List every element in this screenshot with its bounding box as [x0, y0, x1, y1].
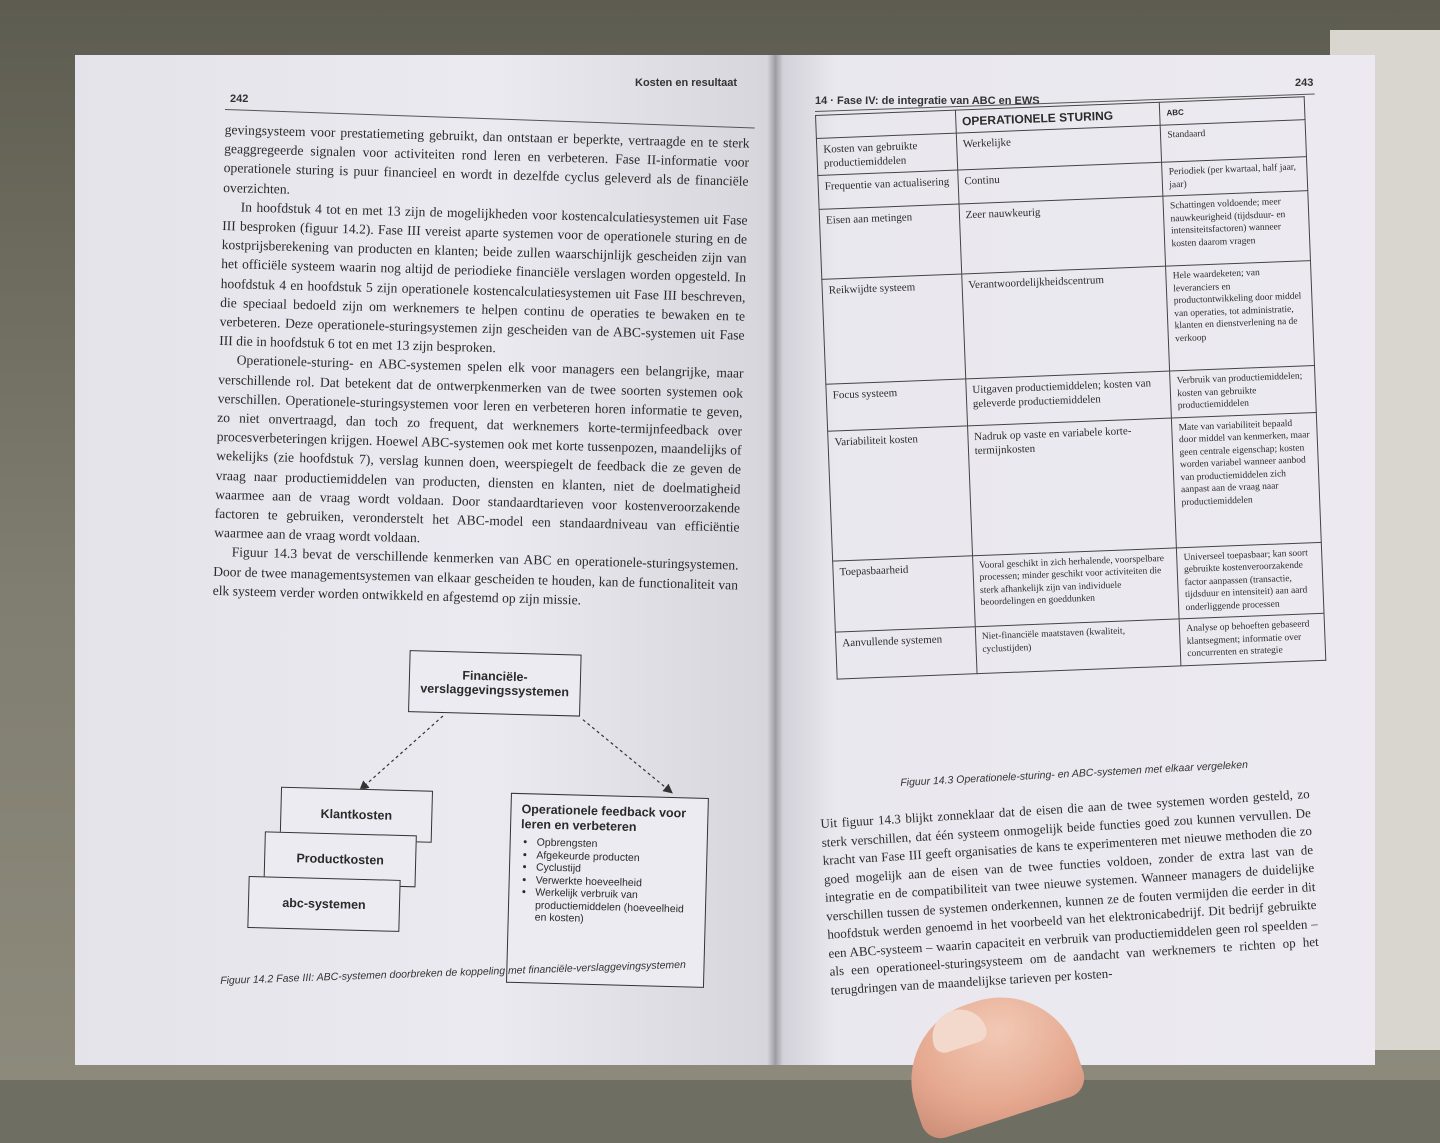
table-header-cell: OPERATIONELE STURING — [955, 102, 1160, 133]
table-cell: Niet-financiële maatstaven (kwaliteit, cyclustijden) — [975, 619, 1181, 673]
table-cell: Verantwoordelijkheidscentrum — [961, 266, 1170, 379]
table-cell: Frequentie van actualisering — [818, 170, 959, 209]
financial-reporting-box: Financiële-verslaggevingssystemen — [408, 650, 582, 716]
table-cell: Verbruik van productiemiddelen; kosten van gebruikte productiemiddelen — [1170, 366, 1316, 418]
list-item: • Werkelijk verbruik van productiemiddelen (hoeveelheid en kosten) — [535, 886, 696, 928]
list-item: • Afgekeurde producten — [536, 849, 696, 866]
table-cell: Periodiek (per kwartaal, half jaar, jaar) — [1162, 157, 1308, 197]
table-row — [828, 412, 1322, 561]
right-page — [775, 55, 1375, 1065]
left-page — [75, 55, 775, 1065]
table-cell: Vooral geschikt in zich herhalende, voorspelbare processen; minder geschikt voor activiteiten die sterk afhankelijk zijn van individuele beoordelingen en goeddunken — [972, 547, 1179, 626]
table-cell: Toepasbaarheid — [833, 555, 975, 632]
table-cell: Uitgaven productiemiddelen; kosten van geleverde productiemiddelen — [965, 371, 1171, 425]
table-cell: Nadruk op vaste en variabele korte-termijnkosten — [967, 418, 1176, 556]
table-cell: Analyse op behoeften gebaseerd klantsegment; informatie over concurrenten en strategie — [1179, 613, 1325, 665]
page-number: 243 — [1295, 77, 1314, 89]
feedback-title: Operationele feedback voor leren en verbeteren — [520, 802, 687, 835]
list-item: • Cyclustijd — [536, 861, 696, 878]
paragraph: In hoofdstuk 4 tot en met 13 zijn de mogelijkheden voor kostencalculatiesystemen uit Fase III besproken (figuur 14.2). Fase III vereist aparte systemen voor de operationele sturing en de kostprijsberekening van producten en klanten; beide zullen waarschijnlijk gescheiden zijn van het officiële systeem waarin nog altijd de periodieke financiële verslagen worden opgesteld. In hoofdstuk 4 en hoofdstuk 5 zijn operationele kostencalculatiesystemen uit Fase III beschreven, die speciaal bedoeld zijn om werknemers te helpen continu de operaties te bewaken en te verbeteren. Deze operationele-sturingsystemen zijn gescheiden van de ABC-systemen uit Fase III die in hoofdstuk 6 tot en met 13 zijn besproken. — [219, 199, 748, 356]
table-cell: Werkelijke — [956, 125, 1162, 170]
right-body-text — [820, 785, 1320, 1000]
stack-box-productkosten: Productkosten — [264, 831, 417, 887]
open-book — [75, 55, 1375, 1065]
book-gutter — [767, 55, 783, 1065]
table-cell: Aanvullende systemen — [835, 627, 976, 679]
comparison-table — [815, 96, 1326, 679]
table-cell: Continu — [957, 162, 1163, 204]
paragraph: Operationele-sturing- en ABC-systemen spelen elk voor managers een belangrijke, maar verschillende rol. Dat betekent dat de ontwerpkenmerken van de twee soorten systemen ook verschillen. Operationele-sturingsystemen voor leren en verbeteren horen informatie te geven, zo niet onvertraagd, dan toch zo frequent, dat werknemers korte-termijnfeedback over procesverbeteringen krijgen. Hoewel ABC-systemen ook met korte tussenpozen, maandelijks of wekelijks (zie hoofdstuk 7), verslag kunnen doen, weerspiegelt de feedback die ze geven de vraag naar productiemiddelen van producten, diensten en klanten, niet de doelmatigheid waarmee aan de vraag wordt voldaan. Door standaardtarieven voor kostenveroorzakende factoren te gebruiken, veronderstelt het ABC-model een standaardniveau van efficiëntie waarmee aan de vraag wordt voldaan. — [213, 352, 744, 546]
table-cell: Schattingen voldoende; meer nauwkeurigheid (tijdsduur- en intensiteitsfactoren) wanneer kosten daarom vragen — [1163, 191, 1310, 267]
left-body-text — [212, 120, 749, 614]
paragraph: Uit figuur 14.3 blijkt zonneklaar dat de eisen die aan de twee systemen worden gesteld, zo sterk verschillen, dat één systeem onmogelijk beide functies goed zou kunnen vervullen. De kracht van Fase III geeft organisaties de kans te experimenteren met nieuwe methoden die zo goed mogelijk aan de eisen van de twee functies voldoen, zonder de extra last van de integratie en de compatibiliteit van twee nieuwe systemen. Wanneer managers de duidelijke verschillen tussen de systemen onderkennen, kunnen ze de fouten vermijden die eerder in dit hoofdstuk werden genoemd in het voorbeeld van het elektronicabedrijf. Dit bedrijf gebruikte een ABC-systeem – waarin capaciteit en verbruik van productiemiddelen geen rol speelden – als een operationeel-sturingsysteem om de aandacht van werknemers te richten op het terugdringen van de maandelijkse tarieven per kosten- — [820, 786, 1320, 998]
page-number: 242 — [230, 93, 249, 105]
table-cell: Reikwijdte systeem — [822, 274, 966, 384]
figure-14-2 — [206, 635, 775, 1010]
list-item: • Verwerkte hoeveelheid — [536, 874, 696, 891]
running-head: 14 · Fase IV: de integratie van ABC en EWS — [815, 95, 1040, 107]
stack-box-klantkosten: Klantkosten — [280, 787, 433, 843]
table-cell: Universeel toepasbaar; kan soort gebruikte kostenveroorzakende factor aanpassen (transactie, tijdsduur en intensiteit) aan aard onderliggende processen — [1177, 542, 1324, 619]
figure-caption: Figuur 14.2 Fase III: ABC-systemen doorbreken de koppeling met financiële-verslaggevingsystemen — [220, 958, 687, 987]
table-cell: Focus systeem — [826, 379, 967, 431]
table-row — [822, 261, 1315, 385]
table-cell: Standaard — [1160, 120, 1306, 163]
table-caption: Figuur 14.3 Operationele-sturing- en ABC-systemen met elkaar vergeleken — [900, 758, 1249, 789]
running-head: Kosten en resultaat — [635, 77, 738, 89]
table-cell: Hele waardeketen; van leveranciers en productontwikkeling door middel van operaties, tot administratie, klanten en dienstverlening na de verkoop — [1166, 261, 1315, 371]
feedback-list — [519, 836, 697, 928]
table-cell: Eisen aan metingen — [819, 204, 961, 279]
table-cell: Zeer nauwkeurig — [959, 196, 1166, 274]
stack-box-abc: abc-systemen — [247, 876, 400, 932]
paragraph: Figuur 14.3 bevat de verschillende kenmerken van ABC en operationele-sturingsystemen. Door de twee managementsystemen van elkaar gescheiden te houden, kan de functionaliteit van elk systeem verder worden ontwikkeld en afgestemd op zijn missie. — [212, 544, 739, 608]
list-item: • Opbrengsten — [537, 836, 697, 853]
table-cell: Variabiliteit kosten — [828, 425, 973, 560]
paragraph: gevingsysteem voor prestatiemeting gebruikt, dan ontstaan er beperkte, vertraagde en te sterk geaggregeerde signalen voor activiteiten rond leren en verbeteren. Fase II-informatie voor operationele sturing is puur financieel en wordt in dezelfde cyclus geleverd als de financiële overzichten. — [223, 121, 750, 197]
table-cell: Mate van variabiliteit bepaald door middel van kenmerken, maar geen centrale eigenschap; kosten worden variabel wanneer aanbod van productiemiddelen zich aanpast aan de vraag naar productiemiddelen — [1172, 412, 1322, 547]
table-header-cell: ABC — [1160, 97, 1305, 126]
table-cell: Kosten van gebruikte productiemiddelen — [816, 133, 957, 175]
